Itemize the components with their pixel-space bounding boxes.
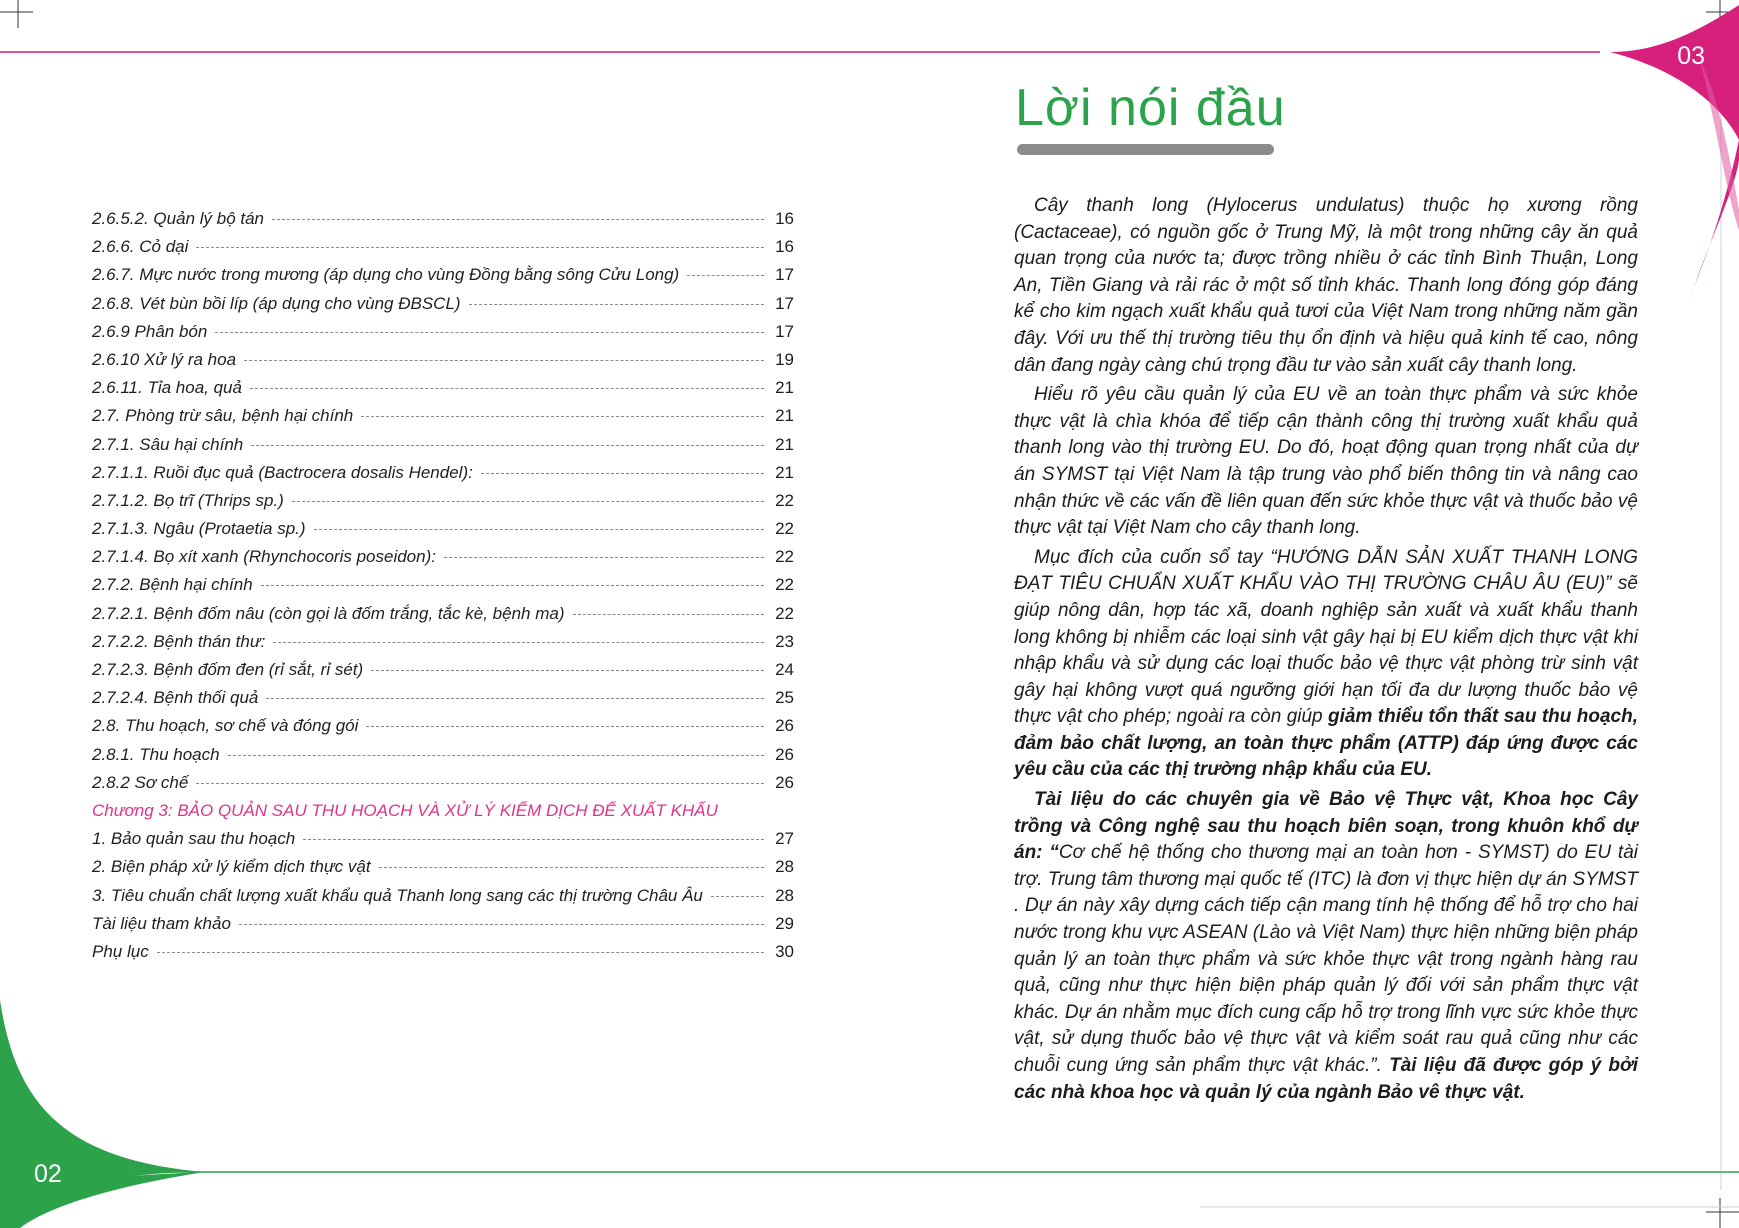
toc-entry-title: Chương 3: BẢO QUẢN SAU THU HOẠCH VÀ XỬ LÝ KIỂM DỊCH ĐỂ XUẤT KHẨU — [92, 800, 718, 820]
toc-entry[interactable] — [92, 463, 794, 491]
preface-body — [1014, 193, 1638, 1109]
toc-leader-dots — [292, 501, 764, 502]
page-number-right: 03 — [1677, 42, 1705, 70]
toc-page-number: 25 — [775, 688, 794, 708]
toc-entry-title: 2.8.2 Sơ chế — [92, 772, 189, 792]
toc-page-number: 28 — [775, 857, 794, 877]
toc-entry-title: 2.6.8. Vét bùn bồi líp (áp dụng cho vùng ĐBSCL) — [92, 293, 461, 313]
toc-page-number: 28 — [775, 885, 794, 905]
toc-entry-title: 2. Biện pháp xử lý kiểm dịch thực vật — [92, 857, 371, 877]
toc-page-number: 16 — [775, 209, 794, 228]
toc-entry[interactable] — [92, 265, 794, 293]
toc-page-number: 22 — [775, 490, 794, 510]
toc-entry[interactable] — [92, 435, 794, 463]
toc-entry-title: Tài liệu tham khảo — [92, 913, 231, 933]
page-number-left: 02 — [34, 1160, 62, 1188]
toc-entry[interactable] — [92, 604, 794, 632]
toc-page-number: 17 — [775, 293, 794, 313]
toc-leader-dots — [244, 360, 764, 361]
toc-page-number: 26 — [775, 744, 794, 764]
toc-page-number: 26 — [775, 772, 794, 792]
toc-entry-title: 2.7.1.4. Bọ xít xanh (Rhynchocoris poseidon): — [92, 547, 436, 567]
toc-page-number: 17 — [775, 265, 794, 285]
toc-entry[interactable] — [92, 575, 794, 603]
toc-leader-dots — [228, 755, 764, 756]
toc-entry-title: 2.6.5.2. Quản lý bộ tán — [92, 209, 265, 228]
toc-leader-dots — [469, 304, 764, 305]
toc-entry[interactable] — [92, 350, 794, 378]
toc-leader-dots — [314, 529, 764, 530]
toc-entry-title: 2.7.2.3. Bệnh đốm đen (rỉ sắt, rỉ sét) — [92, 660, 364, 679]
toc-leader-dots — [266, 698, 764, 699]
toc-chapter-heading[interactable] — [92, 801, 794, 829]
toc-entry-title: Phụ lục — [92, 941, 149, 961]
preface-text: Hiểu rõ yêu cầu quản lý của EU về an toàn thực phẩm và sức khỏe thực vật là chìa khóa để tiếp cận thành công thị trường xuất khẩu quả thanh long vào thị trường EU. Do đó, hoạt động quan trọng nhất của dự án SYMST tại Việt Nam là tập trung vào phổ biến thông tin và nâng cao nhận thức về các vấn đề liên quan đến sức khỏe thực vật và thuốc bảo vệ thực vật tại Việt Nam cho cây thanh long. — [1014, 384, 1638, 539]
toc-entry[interactable] — [92, 547, 794, 575]
toc-leader-dots — [711, 896, 764, 897]
toc-leader-dots — [261, 585, 764, 586]
toc-entry[interactable] — [92, 857, 794, 885]
toc-page-number: 30 — [775, 941, 794, 961]
toc-page-number: 21 — [775, 462, 794, 482]
preface-bold-text: Tài liệu đã được góp ý bởi các nhà khoa học và quản lý của ngành Bảo vê thực vật. — [1014, 1055, 1638, 1103]
toc-page-number: 19 — [775, 349, 794, 369]
toc-leader-dots — [573, 614, 764, 615]
toc-entry-title: 3. Tiêu chuẩn chất lượng xuất khẩu quả Thanh long sang các thị trường Châu Âu — [92, 885, 703, 905]
toc-page-number: 21 — [775, 406, 794, 426]
toc-leader-dots — [366, 726, 764, 727]
toc-leader-dots — [250, 388, 764, 389]
toc-entry-title: 2.6.10 Xử lý ra hoa — [92, 349, 237, 369]
toc-page-number: 22 — [775, 603, 794, 623]
toc-page-number: 29 — [775, 913, 794, 933]
toc-entry[interactable] — [92, 378, 794, 406]
toc-entry-title: 2.8.1. Thu hoạch — [92, 744, 220, 764]
toc-leader-dots — [251, 445, 764, 446]
toc-leader-dots — [371, 670, 764, 671]
toc-page-number: 22 — [775, 575, 794, 595]
toc-entry-title: 2.8. Thu hoạch, sơ chế và đóng gói — [92, 716, 359, 736]
toc-page-number: 17 — [775, 321, 794, 341]
toc-entry[interactable] — [92, 716, 794, 744]
preface-text: Cây thanh long (Hylocerus undulatus) thuộc họ xương rồng (Cactaceae), có nguồn gốc ở Trung Mỹ, là một trong những cây ăn quả quan trọng của nước ta; được trồng nhiều ở các tỉnh Bình Thuận, Long An, Tiền Giang và rải rác ở một số tỉnh khác. Thanh long đóng góp đáng kể cho kim ngạch xuất khẩu quả tươi của Việt Nam trong những năm gần đây. Với ưu thế thị trường tiêu thụ ổn định và hiệu quả kinh tế cao, nông dân đang ngày càng chú trọng đầu tư vào sản xuất cây thanh long. — [1014, 195, 1638, 376]
preface-paragraph-1 — [1014, 193, 1638, 379]
toc-entry[interactable] — [92, 322, 794, 350]
toc-entry-title: 2.7.2.1. Bệnh đốm nâu (còn gọi là đốm trắng, tắc kè, bệnh ma) — [92, 603, 565, 623]
toc-entry[interactable] — [92, 519, 794, 547]
toc-entry-title: 2.7.2.4. Bệnh thối quả — [92, 688, 259, 708]
toc-leader-dots — [272, 219, 764, 220]
toc-page-number: 23 — [775, 631, 794, 651]
toc-entry[interactable] — [92, 745, 794, 773]
toc-leader-dots — [215, 332, 764, 333]
preface-bold-text: giảm thiểu tổn thất sau thu hoạch, đảm bảo chất lượng, an toàn thực phẩm (ATTP) đáp ứng được các yêu cầu của các thị trường nhập khẩu của EU. — [1014, 706, 1638, 781]
toc-leader-dots — [481, 473, 764, 474]
toc-page-number: 27 — [775, 829, 794, 849]
toc-entry[interactable] — [92, 491, 794, 519]
toc-entry-title: 2.6.11. Tỉa hoa, quả — [92, 378, 242, 398]
toc-leader-dots — [196, 247, 764, 248]
preface-paragraph-2 — [1014, 382, 1638, 542]
toc-entry[interactable] — [92, 294, 794, 322]
toc-leader-dots — [687, 275, 764, 276]
toc-page-number: 22 — [775, 547, 794, 567]
toc-leader-dots — [444, 557, 764, 558]
toc-leader-dots — [157, 952, 764, 953]
toc-page-number: 26 — [775, 716, 794, 736]
preface-text: Cơ chế hệ thống cho thương mại an toàn hơn - SYMST) do EU tài trợ. Trung tâm thương mại quốc tế (ITC) là đơn vị thực hiện dự án SYMST . Dự án này xây dựng cách tiếp cận mang tính hệ thống để hỗ trợ cho hai nước trong khu vực ASEAN (Lào và Việt Nam) thực hiện những biện pháp quản lý an toàn thực phẩm và sức khỏe thực vật trong ngành hàng rau quả, cũng như thực hiện biện pháp quản lý đối với sản phẩm thực vật khác. Dự án nhằm mục đích cung cấp hỗ trợ trong lĩnh vực sức khỏe thực vật, sử dụng thuốc bảo vệ thực vật và kiểm soát rau quả cũng như các chuỗi cung ứng sản phẩm thực vật khác.”. — [1014, 842, 1638, 1076]
preface-title: Lời nói đầu — [1015, 79, 1286, 137]
preface-text: Mục đích của cuốn sổ tay “HƯỚNG DẪN SẢN XUẤT THANH LONG ĐẠT TIÊU CHUẨN XUẤT KHẨU VÀO THỊ TRƯỜNG CHÂU ÂU (EU)” sẽ giúp nông dân, hợp tác xã, doanh nghiệp sản xuất và xuất khẩu thanh long không bị nhiễm các loại sinh vật gây hại bị EU kiểm dịch thực vật khi nhập khẩu và sử dụng các loại thuốc bảo vệ thực vật phòng trừ sinh vật gây hại không vượt quá ngưỡng giới hạn tối đa dư lượng thuốc bảo vệ thực vật cho phép; ngoài ra còn giúp — [1014, 546, 1638, 728]
toc-entry[interactable] — [92, 632, 794, 660]
toc-entry-title: 1. Bảo quản sau thu hoạch — [92, 829, 296, 849]
preface-paragraph-3 — [1014, 545, 1638, 784]
toc-entry[interactable] — [92, 406, 794, 434]
toc-entry[interactable] — [92, 773, 794, 801]
toc-leader-dots — [196, 783, 764, 784]
toc-entry-title: 2.7.1. Sâu hại chính — [92, 434, 244, 454]
toc-leader-dots — [273, 642, 764, 643]
toc-entry-title: 2.6.9 Phân bón — [92, 321, 208, 341]
toc-entry-title: 2.6.6. Cỏ dại — [92, 237, 189, 257]
toc-leader-dots — [361, 416, 764, 417]
toc-entry-title: 2.6.7. Mực nước trong mương (áp dụng cho vùng Đồng bằng sông Cửu Long) — [92, 265, 680, 285]
toc-entry[interactable] — [92, 688, 794, 716]
toc-entry[interactable] — [92, 237, 794, 265]
toc-entry-title: 2.7.2. Bệnh hại chính — [92, 575, 253, 595]
table-of-contents — [92, 209, 794, 970]
toc-leader-dots — [239, 924, 764, 925]
toc-page-number: 24 — [775, 660, 794, 679]
preface-paragraph-4 — [1014, 787, 1638, 1106]
toc-entry-title: 2.7.1.3. Ngâu (Protaetia sp.) — [92, 519, 306, 539]
toc-entry[interactable] — [92, 942, 794, 970]
toc-page-number: 16 — [775, 237, 794, 257]
toc-entry-title: 2.7.1.1. Ruồi đục quả (Bactrocera dosalis Hendel): — [92, 462, 473, 482]
toc-entry-title: 2.7. Phòng trừ sâu, bệnh hại chính — [92, 406, 354, 426]
preface-bold-text: Tài liệu do các chuyên gia về Bảo vệ Thực vật, Khoa học Cây trồng và Công nghệ sau thu hoạch biên soạn, trong khuôn khổ dự án: “ — [1014, 789, 1638, 864]
toc-page-number: 22 — [775, 519, 794, 539]
title-underline — [1017, 144, 1274, 155]
toc-page-number: 21 — [775, 434, 794, 454]
toc-entry[interactable] — [92, 209, 794, 237]
toc-page-number: 21 — [775, 378, 794, 398]
toc-entry[interactable] — [92, 886, 794, 914]
toc-entry[interactable] — [92, 914, 794, 942]
toc-leader-dots — [379, 867, 764, 868]
toc-entry-title: 2.7.2.2. Bệnh thán thư: — [92, 631, 266, 651]
toc-entry[interactable] — [92, 829, 794, 857]
toc-entry-title: 2.7.1.2. Bọ trĩ (Thrips sp.) — [92, 490, 284, 510]
toc-entry[interactable] — [92, 660, 794, 688]
toc-leader-dots — [303, 839, 764, 840]
